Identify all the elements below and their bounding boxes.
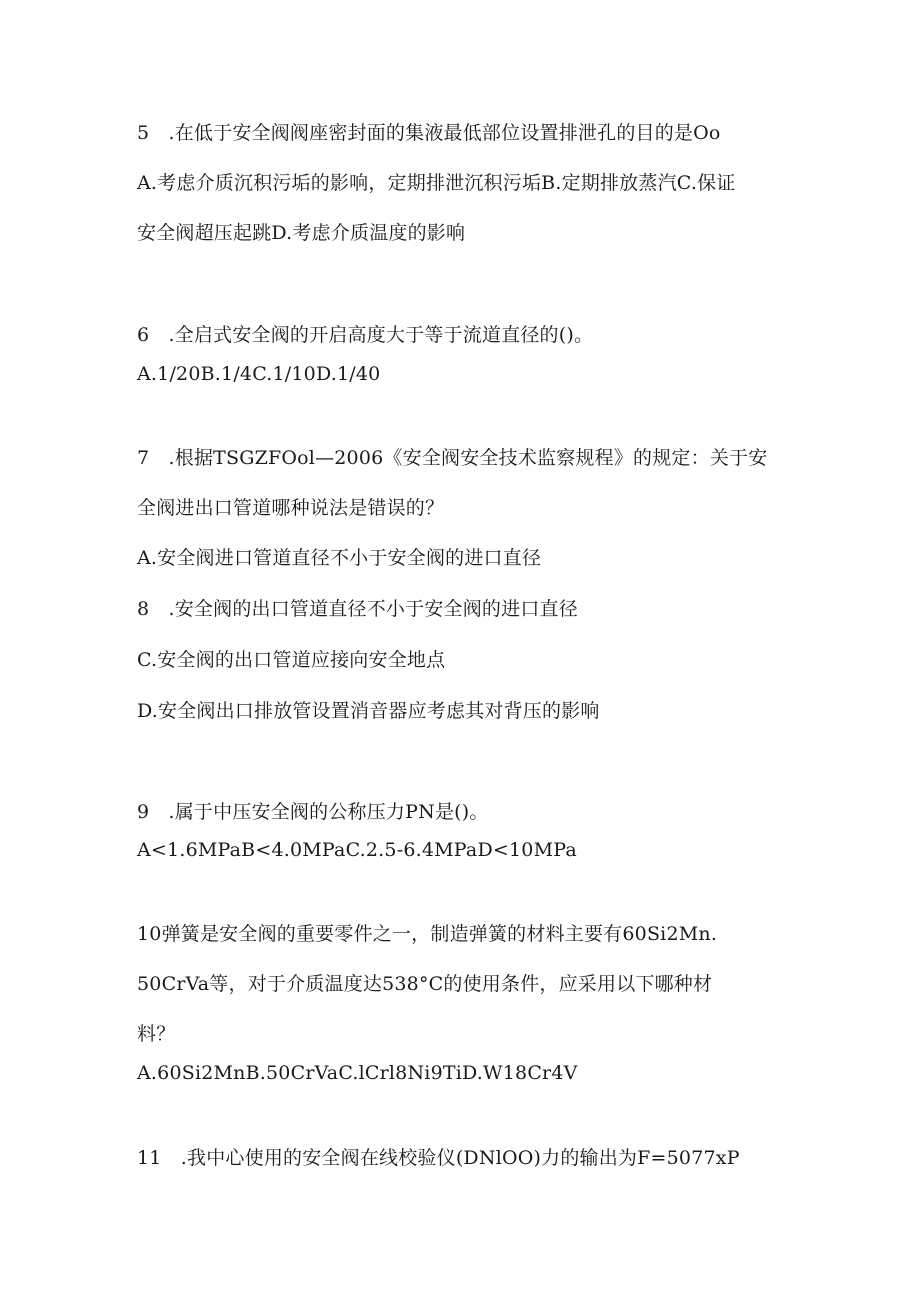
question-7-stem-line-1: 7 .根据TSGZFOol—2006《安全阀安全技术监察规程》的规定：关于安 xyxy=(137,447,768,469)
question-11-stem: 11 .我中心使用的安全阀在线校验仪(DNlOO)力的输出为F=5077xP xyxy=(137,1147,740,1169)
question-10-options: A.60Si2MnB.50CrVaC.lCrl8Ni9TiD.W18Cr4V xyxy=(137,1062,578,1084)
question-9-options: A<1.6MPaB<4.0MPaC.2.5-6.4MPaD<10MPa xyxy=(137,839,577,861)
question-6-stem: 6 .全启式安全阀的开启高度大于等于流道直径的()。 xyxy=(137,324,594,346)
question-5-options-line-2: 安全阀超压起跳D.考虑介质温度的影响 xyxy=(137,222,466,244)
question-7-stem-line-2: 全阀进出口管道哪种说法是错误的？ xyxy=(137,497,445,519)
question-7-option-a: A.安全阀进口管道直径不小于安全阀的进口直径 xyxy=(137,547,542,569)
question-10-stem-line-1: 10弹簧是安全阀的重要零件之一，制造弹簧的材料主要有60Si2Mn. xyxy=(137,923,718,945)
question-7-option-b: 8 .安全阀的出口管道直径不小于安全阀的进口直径 xyxy=(137,598,578,620)
question-7-option-d: D.安全阀出口排放管设置消音器应考虑其对背压的影响 xyxy=(137,700,600,722)
question-6-options: A.1/20B.1/4C.1/10D.1/40 xyxy=(137,363,381,385)
question-9-stem: 9 .属于中压安全阀的公称压力PN是()。 xyxy=(137,801,489,823)
question-7-option-c: C.安全阀的出口管道应接向安全地点 xyxy=(137,649,446,671)
question-10-stem-line-2: 50CrVa等，对于介质温度达538°C的使用条件，应采用以下哪种材 xyxy=(137,973,713,995)
question-5-options-line-1: A.考虑介质沉积污垢的影响，定期排泄沉积污垢B.定期排放蒸汽C.保证 xyxy=(137,172,736,194)
question-10-stem-line-3: 料？ xyxy=(137,1023,176,1045)
question-5-stem: 5 .在低于安全阀阀座密封面的集液最低部位设置排泄孔的目的是Oo xyxy=(137,122,721,144)
